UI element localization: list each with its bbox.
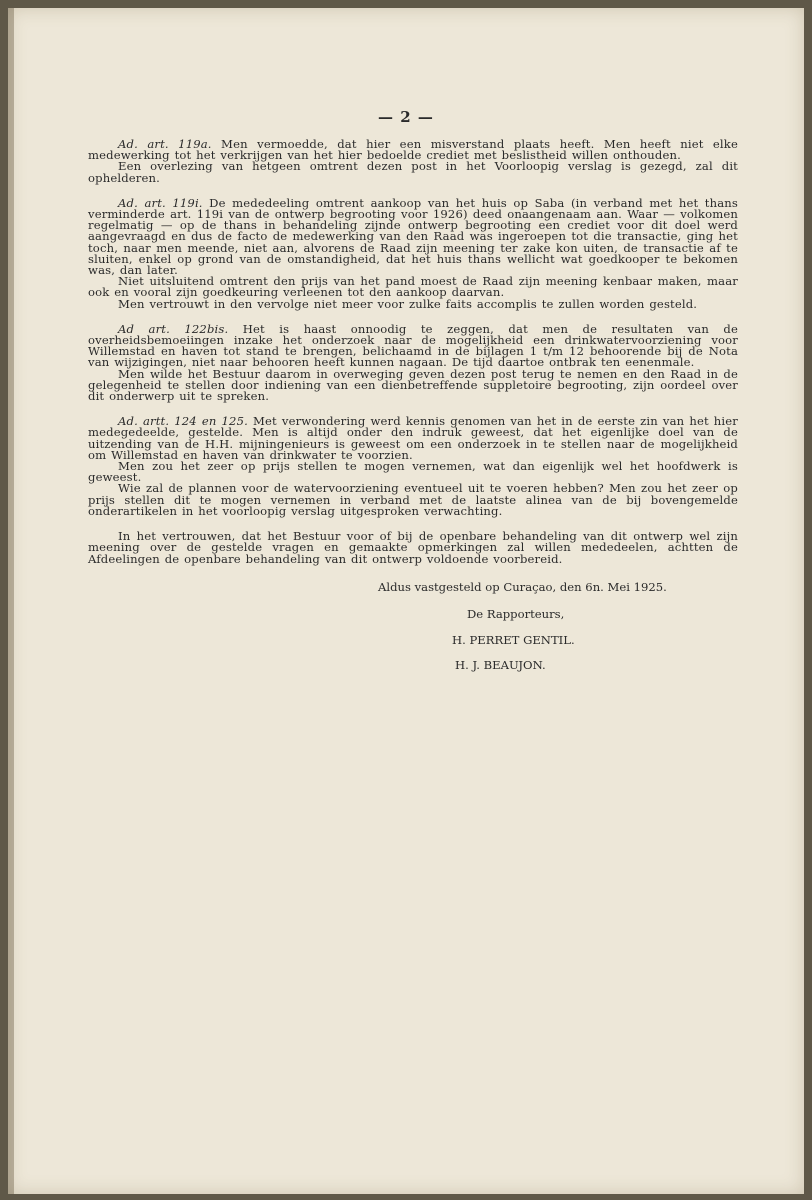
paragraph bbox=[88, 321, 738, 370]
document-page bbox=[8, 8, 804, 1194]
paragraph bbox=[88, 195, 738, 278]
paragraph-text: De mededeeling omtrent aankoop van het huis op Saba (in verband met het thans verminderde art. 119i van de ontwerp begrooting voor 1926) deed onaangenaam aan. Waar — volkomen regelmatig — op de thans in behandeling zijnde ontwerp begrooting een crediet voor dit doel werd aangevraagd en dus de facto de medewerking van den Raad was ingeroepen tot die transactie, ging het toch, naar men meende, niet aan, alvorens de Raad zijn meening ter zake kon uiten, de transactie af te sluiten, enkel op grond van de omstandigheid, dat het huis thans wellicht wat goedkooper te bekomen was, dan later. bbox=[88, 195, 738, 278]
paragraph: Men zou het zeer op prijs stellen te mogen vernemen, wat dan eigenlijk wel het hoofdwerk is geweest. bbox=[88, 459, 738, 485]
paragraph-text: Met verwondering werd kennis genomen van het in de eerste zin van het hier medegedeelde, gestelde. Men is altijd onder den indruk geweest, dat het eigenlijke doel van de uitzending van de H.H. mijningenieurs is geweest om een onderzoek in te stellen naar de mogelijkheid om Willemstad en haven van drinkwater te voorzien. bbox=[88, 414, 738, 462]
paragraph: Men vertrouwt in den vervolge niet meer voor zulke faits accomplis te zullen worden gesteld. bbox=[118, 296, 698, 311]
signatory-name: H. J. BEAUJON. bbox=[455, 658, 546, 672]
paragraph: Een overlezing van hetgeen omtrent dezen post in het Voorloopig verslag is gezegd, zal dit ophelderen. bbox=[88, 159, 738, 185]
article-reference: Ad. artt. 124 en 125. bbox=[118, 414, 248, 429]
article-reference: Ad art. 122bis. bbox=[118, 321, 229, 336]
paragraph bbox=[88, 416, 738, 461]
paragraph: Wie zal de plannen voor de watervoorziening eventueel uit te voeren hebben? Men zou het zeer op prijs stellen dit te mogen vernemen in verband met de laatste alinea van de bij bovengemelde onderartikelen in het voorloopig verslag uitgesproken verwachting. bbox=[88, 481, 738, 518]
paragraph-text: Men vermoedde, dat hier een misverstand plaats heeft. Men heeft niet elke medewerking tot het verkrijgen van het hier bedoelde crediet met beslistheid willen onthouden. bbox=[88, 137, 738, 163]
closing-date-line: Aldus vastgesteld op Curaçao, den 6n. Mei 1925. bbox=[378, 580, 667, 594]
article-reference: Ad. art. 119i. bbox=[118, 195, 203, 210]
paragraph-text: Het is haast onnoodig te zeggen, dat men de resultaten van de overheidsbemoeiingen inzake het onderzoek naar de mogelijkheid een drinkwatervoorziening voor Willemstad en haven tot stand te brengen, belichaamd in de bijlagen 1 t/m 12 behoorende bij de Nota van wijzigingen, niet naar behooren heeft kunnen nagaan. De tijd daartoe ontbrak ten eenenmale. bbox=[88, 321, 738, 370]
paragraph bbox=[88, 139, 738, 161]
article-reference: Ad. art. 119a. bbox=[118, 137, 212, 151]
paragraph: In het vertrouwen, dat het Bestuur voor of bij de openbare behandeling van dit ontwerp wel zijn meening over de gestelde vragen en gemaakte opmerkingen zal willen mededeelen, achtten de Afdeelingen de openbare behandeling van dit ontwerp voldoende voorbereid. bbox=[88, 529, 738, 566]
paragraph: Men wilde het Bestuur daarom in overweging geven dezen post terug te nemen en den Raad in de gelegenheid te stellen door indiening van een dienbetreffende suppletoire begrooting, zijn oordeel over dit onderwerp uit te spreken. bbox=[88, 366, 738, 404]
document-body bbox=[88, 139, 738, 565]
page-left-edge bbox=[8, 8, 14, 1194]
page-number: — 2 — bbox=[378, 108, 434, 126]
signatory-name: H. PERRET GENTIL. bbox=[452, 633, 575, 647]
rapporteurs-title: De Rapporteurs, bbox=[467, 607, 565, 621]
paragraph: Niet uitsluitend omtrent den prijs van het pand moest de Raad zijn meening kenbaar maken, maar ook en vooral zijn goedkeuring verleenen tot den aankoop daarvan. bbox=[88, 274, 738, 300]
